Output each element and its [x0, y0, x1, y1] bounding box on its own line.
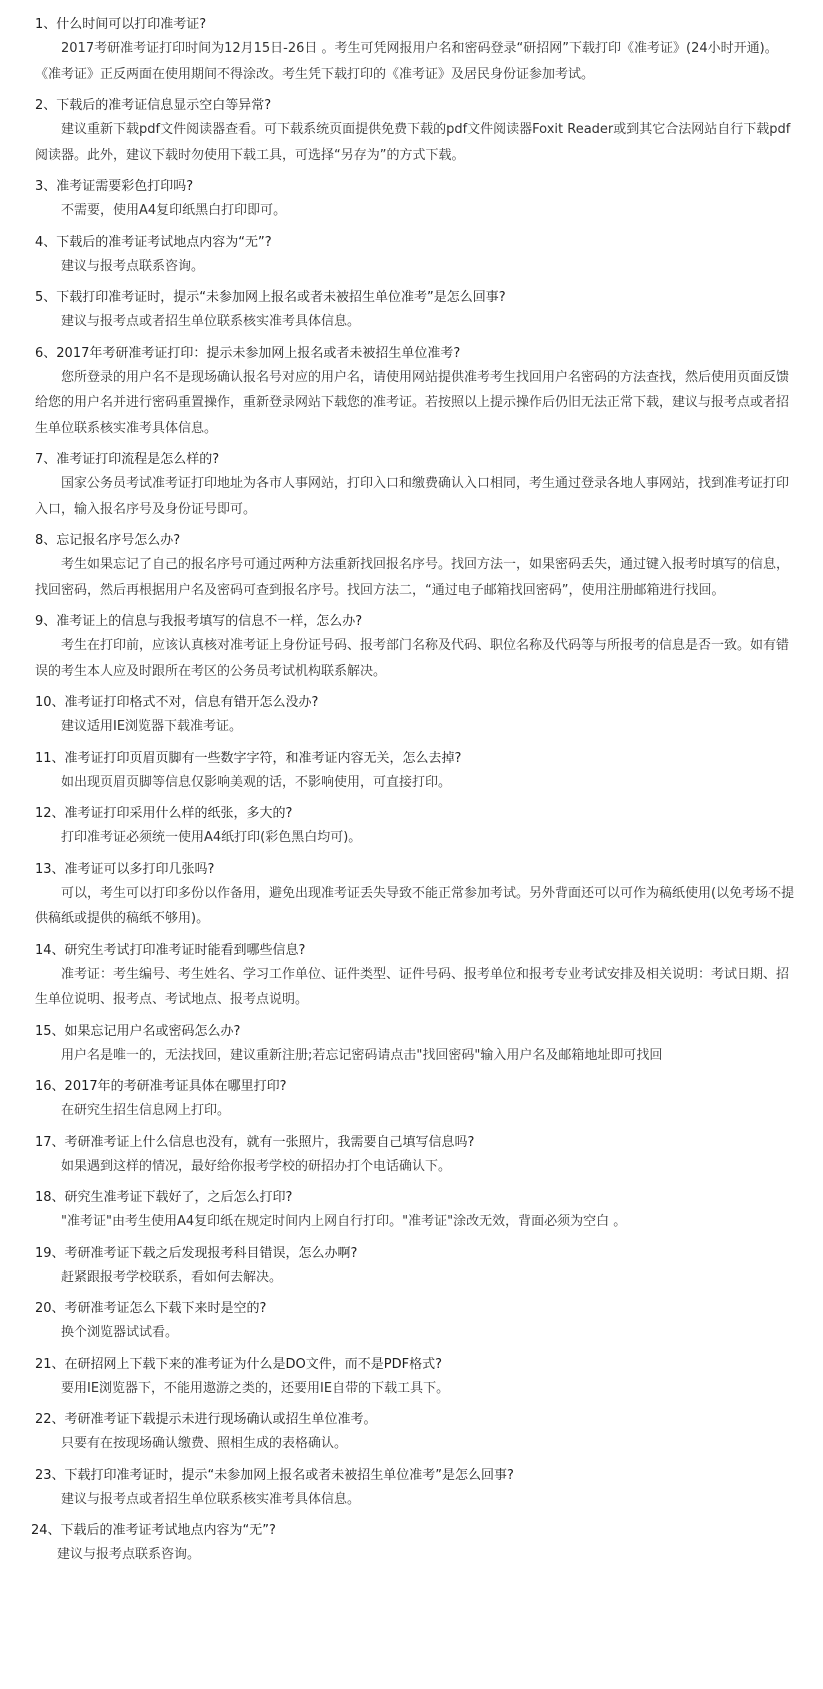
faq-answer: 国家公务员考试准考证打印地址为各市人事网站，打印入口和缴费确认入口相同，考生通过登录各地人事网站，找到准考证打印入口，输入报名序号及身份证号即可。: [35, 476, 790, 517]
faq-question: 20、考研准考证怎么下载下来时是空的?: [35, 1301, 267, 1316]
faq-answer: "准考证"由考生使用A4复印纸在规定时间内上网自行打印。"准考证"涂改无效，背面必须为空白 。: [61, 1214, 627, 1229]
faq-item: [35, 940, 797, 1013]
faq-item: [35, 95, 797, 168]
spacer: [35, 684, 797, 692]
faq-answer: 不需要，使用A4复印纸黑白打印即可。: [61, 203, 287, 218]
faq-question: 9、准考证上的信息与我报考填写的信息不一样，怎么办?: [35, 614, 363, 629]
faq-question: 7、准考证打印流程是怎么样的?: [35, 452, 220, 467]
faq-question: 1、什么时间可以打印准考证?: [35, 17, 207, 32]
faq-question: 2、下载后的准考证信息显示空白等异常?: [35, 98, 272, 113]
faq-item: [35, 611, 797, 684]
faq-question: 15、如果忘记用户名或密码怎么办?: [35, 1023, 241, 1039]
faq-item: [35, 1354, 797, 1402]
faq-question: 19、考研准考证下载之后发现报考科目错误，怎么办啊?: [35, 1245, 358, 1261]
faq-answer: 要用IE浏览器下，不能用遨游之类的，还要用IE自带的下载工具下。: [61, 1380, 450, 1396]
faq-item: [35, 692, 797, 740]
faq-question: 4、下载后的准考证考试地点内容为“无”?: [35, 234, 272, 250]
faq-question: 16、2017年的考研准考证具体在哪里打印?: [35, 1079, 287, 1094]
faq-item: [31, 1520, 797, 1568]
spacer: [35, 740, 797, 748]
faq-answer: 只要有在按现场确认缴费、照相生成的表格确认。: [61, 1436, 348, 1451]
spacer: [35, 441, 797, 449]
faq-item: [35, 1409, 797, 1457]
faq-answer: 如果遇到这样的情况，最好给你报考学校的研招办打个电话确认下。: [61, 1158, 452, 1174]
faq-answer: 可以，考生可以打印多份以作备用，避免出现准考证丢失导致不能正常参加考试。另外背面还可以可作为稿纸使用(以免考场不提供稿纸或提供的稿纸不够用)。: [35, 885, 795, 926]
faq-item: [35, 287, 797, 335]
spacer: [35, 1512, 797, 1520]
spacer: [35, 932, 797, 940]
faq-question: 3、准考证需要彩色打印吗?: [35, 179, 194, 194]
faq-question: 11、准考证打印页眉页脚有一些数字字符，和准考证内容无关，怎么去掉?: [35, 750, 462, 766]
faq-answer: 建议重新下载pdf文件阅读器查看。可下载系统页面提供免费下载的pdf文件阅读器Foxit Reader或到其它合法网站自行下载pdf阅读器。此外，建议下载时勿使用下载工具，可选择“另存为”的方式下载。: [35, 122, 791, 163]
faq-item: [35, 1021, 797, 1069]
faq-question: 5、下载打印准考证时，提示“未参加网上报名或者未被招生单位准考”是怎么回事?: [35, 290, 506, 305]
faq-answer: 在研究生招生信息网上打印。: [61, 1103, 231, 1118]
faq-answer: 建议适用IE浏览器下载准考证。: [61, 719, 243, 734]
faq-item: [35, 1298, 797, 1346]
faq-item: [35, 232, 797, 280]
faq-item: [35, 1132, 797, 1180]
faq-answer: 2017考研准考证打印时间为12月15日-26日 。考生可凭网报用户名和密码登录“研招网”下载打印《准考证》(24小时开通)。《准考证》正反两面在使用期间不得涂改。考生凭下载打印的《准考证》及居民身份证参加考试。: [35, 41, 778, 82]
spacer: [35, 795, 797, 803]
faq-item: [35, 14, 797, 87]
faq-item: [35, 449, 797, 522]
faq-question: 21、在研招网上下载下来的准考证为什么是DO文件，而不是PDF格式?: [35, 1356, 443, 1372]
faq-answer: 用户名是唯一的，无法找回，建议重新注册;若忘记密码请点击"找回密码"输入用户名及邮箱地址即可找回: [61, 1047, 663, 1063]
faq-item: [35, 530, 797, 603]
faq-answer: 换个浏览器试试看。: [61, 1325, 179, 1340]
spacer: [35, 87, 797, 95]
spacer: [35, 168, 797, 176]
faq-answer: 打印准考证必须统一使用A4纸打印(彩色黑白均可)。: [61, 830, 362, 845]
faq-answer: 准考证：考生编号、考生姓名、学习工作单位、证件类型、证件号码、报考单位和报考专业考试安排及相关说明：考试日期、招生单位说明、报考点、考试地点、报考点说明。: [35, 966, 790, 1007]
faq-question: 24、下载后的准考证考试地点内容为“无”?: [31, 1523, 276, 1538]
faq-question: 18、研究生准考证下载好了，之后怎么打印?: [35, 1190, 293, 1205]
faq-answer: 建议与报考点联系咨询。: [57, 1547, 201, 1562]
faq-item: [35, 1076, 797, 1124]
spacer: [35, 1457, 797, 1465]
spacer: [35, 1124, 797, 1132]
faq-item: [35, 1243, 797, 1291]
spacer: [35, 1179, 797, 1187]
faq-answer: 考生在打印前，应该认真核对准考证上身份证号码、报考部门名称及代码、职位名称及代码等与所报考的信息是否一致。如有错误的考生本人应及时跟所在考区的公务员考试机构联系解决。: [35, 638, 790, 679]
faq-answer: 建议与报考点或者招生单位联系核实准考具体信息。: [61, 1491, 361, 1507]
faq-item: [35, 859, 797, 932]
spacer: [35, 1235, 797, 1243]
faq-question: 6、2017年考研准考证打印：提示未参加网上报名或者未被招生单位准考?: [35, 345, 461, 361]
faq-question: 8、忘记报名序号怎么办?: [35, 533, 181, 548]
spacer: [35, 1401, 797, 1409]
faq-answer: 赶紧跟报考学校联系，看如何去解决。: [61, 1269, 283, 1285]
faq-question: 13、准考证可以多打印几张吗?: [35, 861, 215, 877]
faq-item: [35, 803, 797, 851]
faq-question: 12、准考证打印采用什么样的纸张，多大的?: [35, 806, 293, 821]
faq-question: 22、考研准考证下载提示未进行现场确认或招生单位准考。: [35, 1412, 377, 1427]
spacer: [35, 1013, 797, 1021]
faq-item: [35, 748, 797, 796]
faq-question: 14、研究生考试打印准考证时能看到哪些信息?: [35, 942, 306, 958]
spacer: [35, 224, 797, 232]
faq-question: 23、下载打印准考证时，提示“未参加网上报名或者未被招生单位准考”是怎么回事?: [35, 1467, 514, 1483]
faq-answer: 考生如果忘记了自己的报名序号可通过两种方法重新找回报名序号。找回方法一，如果密码丢失，通过键入报考时填写的信息，找回密码，然后再根据用户名及密码可查到报名序号。找回方法二，“通过电子邮箱找回密码”，使用注册邮箱进行找回。: [35, 557, 790, 598]
spacer: [35, 522, 797, 530]
spacer: [35, 279, 797, 287]
spacer: [35, 603, 797, 611]
spacer: [35, 851, 797, 859]
faq-answer: 您所登录的用户名不是现场确认报名号对应的用户名，请使用网站提供准考考生找回用户名密码的方法查找，然后使用页面反馈给您的用户名并进行密码重置操作，重新登录网站下载您的准考证。若按照以上提示操作后仍旧无法正常下载，建议与报考点或者招生单位联系核实准考具体信息。: [35, 369, 790, 436]
spacer: [35, 335, 797, 343]
faq-item: [35, 1465, 797, 1513]
faq-question: 10、准考证打印格式不对，信息有错开怎么没办?: [35, 695, 319, 710]
spacer: [35, 1068, 797, 1076]
spacer: [35, 1346, 797, 1354]
faq-question: 17、考研准考证上什么信息也没有，就有一张照片，我需要自己填写信息吗?: [35, 1134, 475, 1150]
faq-answer: 建议与报考点联系咨询。: [61, 258, 205, 274]
faq-item: [35, 343, 797, 442]
faq-item: [35, 176, 797, 224]
spacer: [35, 1290, 797, 1298]
faq-item: [35, 1187, 797, 1235]
faq-answer: 建议与报考点或者招生单位联系核实准考具体信息。: [61, 314, 361, 329]
faq-answer: 如出现页眉页脚等信息仅影响美观的话，不影响使用，可直接打印。: [61, 774, 452, 790]
